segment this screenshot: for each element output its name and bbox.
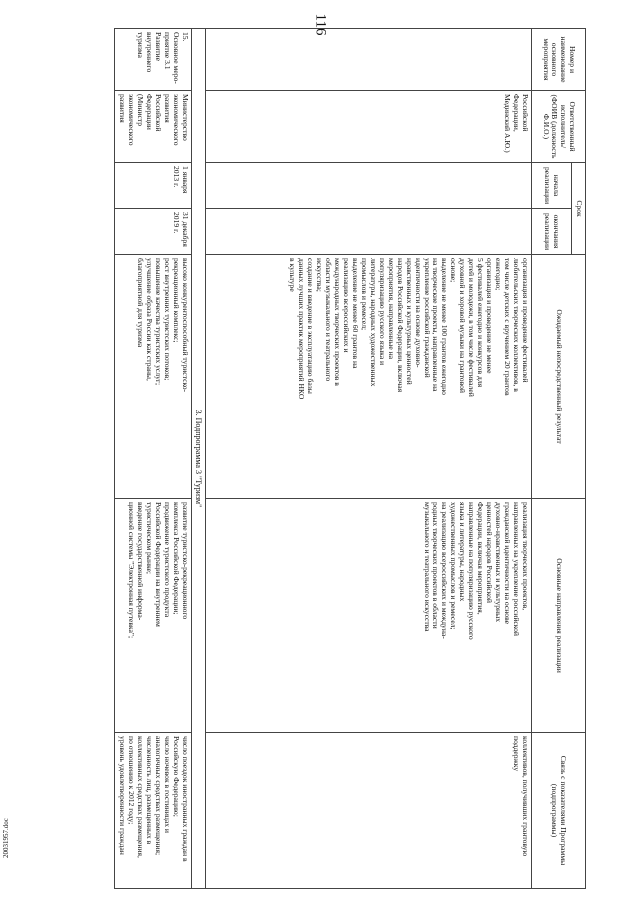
- text-line: реализации: [543, 212, 553, 251]
- cell-responsible: [114, 91, 191, 163]
- program-table: [114, 28, 586, 889]
- text-line: реализация творческих проектов,: [521, 502, 530, 611]
- row-name: [135, 32, 180, 87]
- text-line: на реализацию всероссийских и междуна-: [440, 502, 450, 639]
- text-line: Федерации, включая мероприятия,: [476, 502, 486, 615]
- text-line: экономического: [171, 94, 181, 146]
- cell-empty: [206, 209, 532, 255]
- text-line: по отношению к 2012 году;: [126, 736, 136, 825]
- text-line: приятие 3.1: [162, 32, 172, 70]
- text-line: повышение качества туристских услуг;: [153, 258, 163, 386]
- text-line: окончания: [552, 214, 562, 249]
- text-line: данных лучших практик мероприятий НКО: [297, 258, 307, 400]
- header-srok: Срок: [572, 163, 586, 255]
- text-line: высоко конкурентоспособный туристско-: [180, 258, 190, 393]
- text-line: организация и проведение фестивалей: [521, 258, 530, 383]
- text-line: Ответственный: [568, 101, 578, 152]
- table-row-15: [114, 29, 191, 889]
- text-line: комплекса Российской Федерации;: [171, 502, 181, 615]
- text-line: поддержку: [512, 736, 522, 772]
- text-line: ценностей народов Российской: [485, 502, 495, 603]
- header-responsible: [532, 91, 586, 163]
- text-line: идентичности на основе духовно-: [413, 258, 423, 368]
- cell-start: [114, 163, 191, 209]
- text-line: численность лиц, размещенных в: [144, 736, 154, 845]
- text-line: гражданской идентичности на основе: [503, 502, 513, 625]
- text-line: нравственных и культурных ценностей: [404, 258, 414, 385]
- text-line: выделение не менее 60 грантов на: [350, 258, 360, 369]
- text-line: популяризацию русского языка и: [377, 258, 387, 366]
- text-line: детей и молодежи, в том числе фестивалей: [467, 258, 477, 397]
- text-line: развития: [117, 94, 127, 123]
- text-line: Федерации,: [512, 94, 522, 132]
- text-line: международных творческих проектов в: [332, 258, 342, 386]
- text-line: выделение не менее 100 грантов ежегодно: [440, 258, 450, 395]
- text-line: (подпрограммы): [550, 783, 560, 838]
- text-line: духовной и хоровой музыки на грантовой: [458, 258, 468, 393]
- text-line: организация и проведение не менее: [485, 258, 495, 374]
- text-line: литературы, народных художественных: [368, 258, 378, 387]
- text-line: духовно-нравственных и культурных: [494, 502, 504, 622]
- cell-empty: [206, 29, 532, 91]
- text-line: музыкального и театрального искусства: [422, 502, 432, 632]
- cell-number-name: [114, 29, 191, 91]
- text-line: языка и литературы, народных: [458, 502, 468, 602]
- cell-end: [114, 209, 191, 255]
- text-line: родных творческих проектов в области: [431, 502, 441, 629]
- text-line: направленные на популяризацию русского: [467, 502, 477, 640]
- text-line: художественных промыслов и ремесел;: [449, 502, 459, 630]
- text-line: коллективных средствах размещения,: [135, 736, 145, 858]
- text-line: на творческие проекты, направленные на: [431, 258, 441, 392]
- text-line: том числе детских с вручением 20 грантов: [503, 258, 513, 396]
- text-line: Мединский А.Ю.): [503, 94, 513, 153]
- section-row: [191, 29, 205, 889]
- header-program-link: [532, 733, 586, 889]
- header-expected-result: Ожидаемый непосредственный результат: [532, 255, 586, 499]
- header-start: [532, 163, 572, 209]
- text-line: рост внутренних туристских потоков;: [162, 258, 172, 381]
- text-line: мероприятия: [541, 38, 551, 81]
- cell-responsible: [206, 91, 532, 163]
- text-line: Основное меро-: [171, 32, 181, 84]
- text-line: Номер и: [568, 45, 578, 74]
- text-line: улучшение образа России как страны,: [144, 258, 154, 381]
- text-line: Российской: [521, 94, 530, 132]
- text-line: наименование: [559, 36, 569, 83]
- text-line: благоприятной для туризма: [135, 258, 145, 348]
- header-directions: Основные направления реализации: [532, 499, 586, 733]
- text-line: развитие туристско-рекреационного: [180, 502, 190, 620]
- text-line: 31 декабря: [180, 212, 190, 247]
- text-line: направленных на укрепление российской: [512, 502, 522, 636]
- text-line: мероприятия, направленные на: [386, 258, 396, 360]
- page-number: 116: [312, 13, 329, 36]
- text-line: Ф.И.О.): [541, 113, 551, 140]
- table-row-continuation: [206, 29, 532, 889]
- text-line: укрепление российской гражданской: [422, 258, 432, 378]
- section-title: 3. Подпрограмма 3 "Туризм": [191, 29, 205, 889]
- text-line: туризма: [135, 32, 145, 58]
- header-number-name: [532, 29, 586, 91]
- text-line: реализации: [543, 166, 553, 205]
- text-line: основе;: [449, 258, 459, 283]
- text-line: уровень удовлетворенности граждан: [117, 736, 127, 855]
- text-line: исполнитель/: [559, 104, 569, 149]
- cell-result: [114, 255, 191, 499]
- footer-doc-name: 20031957.doc: [2, 818, 10, 858]
- text-line: области музыкального и театрального: [324, 258, 334, 382]
- cell-link: [206, 733, 532, 889]
- text-line: народов Российской Федерации, включая: [395, 258, 405, 393]
- text-line: создание и введение в эксплуатацию базы: [306, 258, 316, 394]
- text-line: аналогичных средствах размещения;: [153, 736, 163, 856]
- text-line: Российской Федерации на внутреннем: [153, 502, 163, 627]
- cell-link: [114, 733, 191, 889]
- text-line: туристическом рынке;: [144, 502, 154, 574]
- text-line: рекреационный комплекс;: [171, 258, 181, 343]
- text-line: любительских творческих коллективов, в: [512, 258, 522, 392]
- text-line: число поездок иностранных граждан в: [180, 736, 190, 862]
- text-line: (Министр: [135, 94, 145, 127]
- text-line: число ночевок в гостиницах и: [162, 736, 172, 833]
- text-line: 2019 г.: [171, 212, 181, 234]
- text-line: внутреннего: [144, 32, 154, 73]
- text-line: (ФОИВ (должность: [550, 94, 560, 159]
- text-line: искусства;: [315, 258, 325, 292]
- text-line: 2013 г.: [171, 166, 181, 188]
- text-line: Министерство: [180, 94, 190, 141]
- text-line: ционной системы "Электронная путевка";: [126, 502, 136, 639]
- text-line: реализацию всероссийских и: [341, 258, 351, 353]
- text-line: Российскую Федерацию;: [171, 736, 181, 817]
- cell-directions: [206, 499, 532, 733]
- text-line: коллективов, получивших грантовую: [521, 736, 530, 857]
- cell-directions: [114, 499, 191, 733]
- header-end: [532, 209, 572, 255]
- text-line: Связь с показателями Программы: [559, 755, 569, 866]
- text-line: ежегодно;: [494, 258, 504, 291]
- cell-result: [206, 255, 532, 499]
- text-line: введение государственной информа-: [135, 502, 145, 621]
- text-line: Федерации: [144, 94, 154, 130]
- text-line: 1 января: [180, 166, 190, 194]
- row-number: 15.: [180, 32, 190, 42]
- text-line: экономического: [126, 94, 136, 146]
- text-line: развития: [162, 94, 172, 123]
- rotated-table-stage: [46, 28, 586, 888]
- text-line: в культуре: [288, 258, 298, 292]
- text-line: 5 фестивалей ежегодно и конкурсов для: [476, 258, 486, 388]
- text-line: основного: [550, 42, 560, 77]
- cell-empty: [206, 163, 532, 209]
- text-line: продвижение туристского продукта: [162, 502, 172, 618]
- text-line: Развитие: [153, 32, 163, 61]
- text-line: промыслов и ремесел;: [359, 258, 369, 331]
- text-line: Российской: [153, 94, 163, 132]
- text-line: начала: [552, 174, 562, 197]
